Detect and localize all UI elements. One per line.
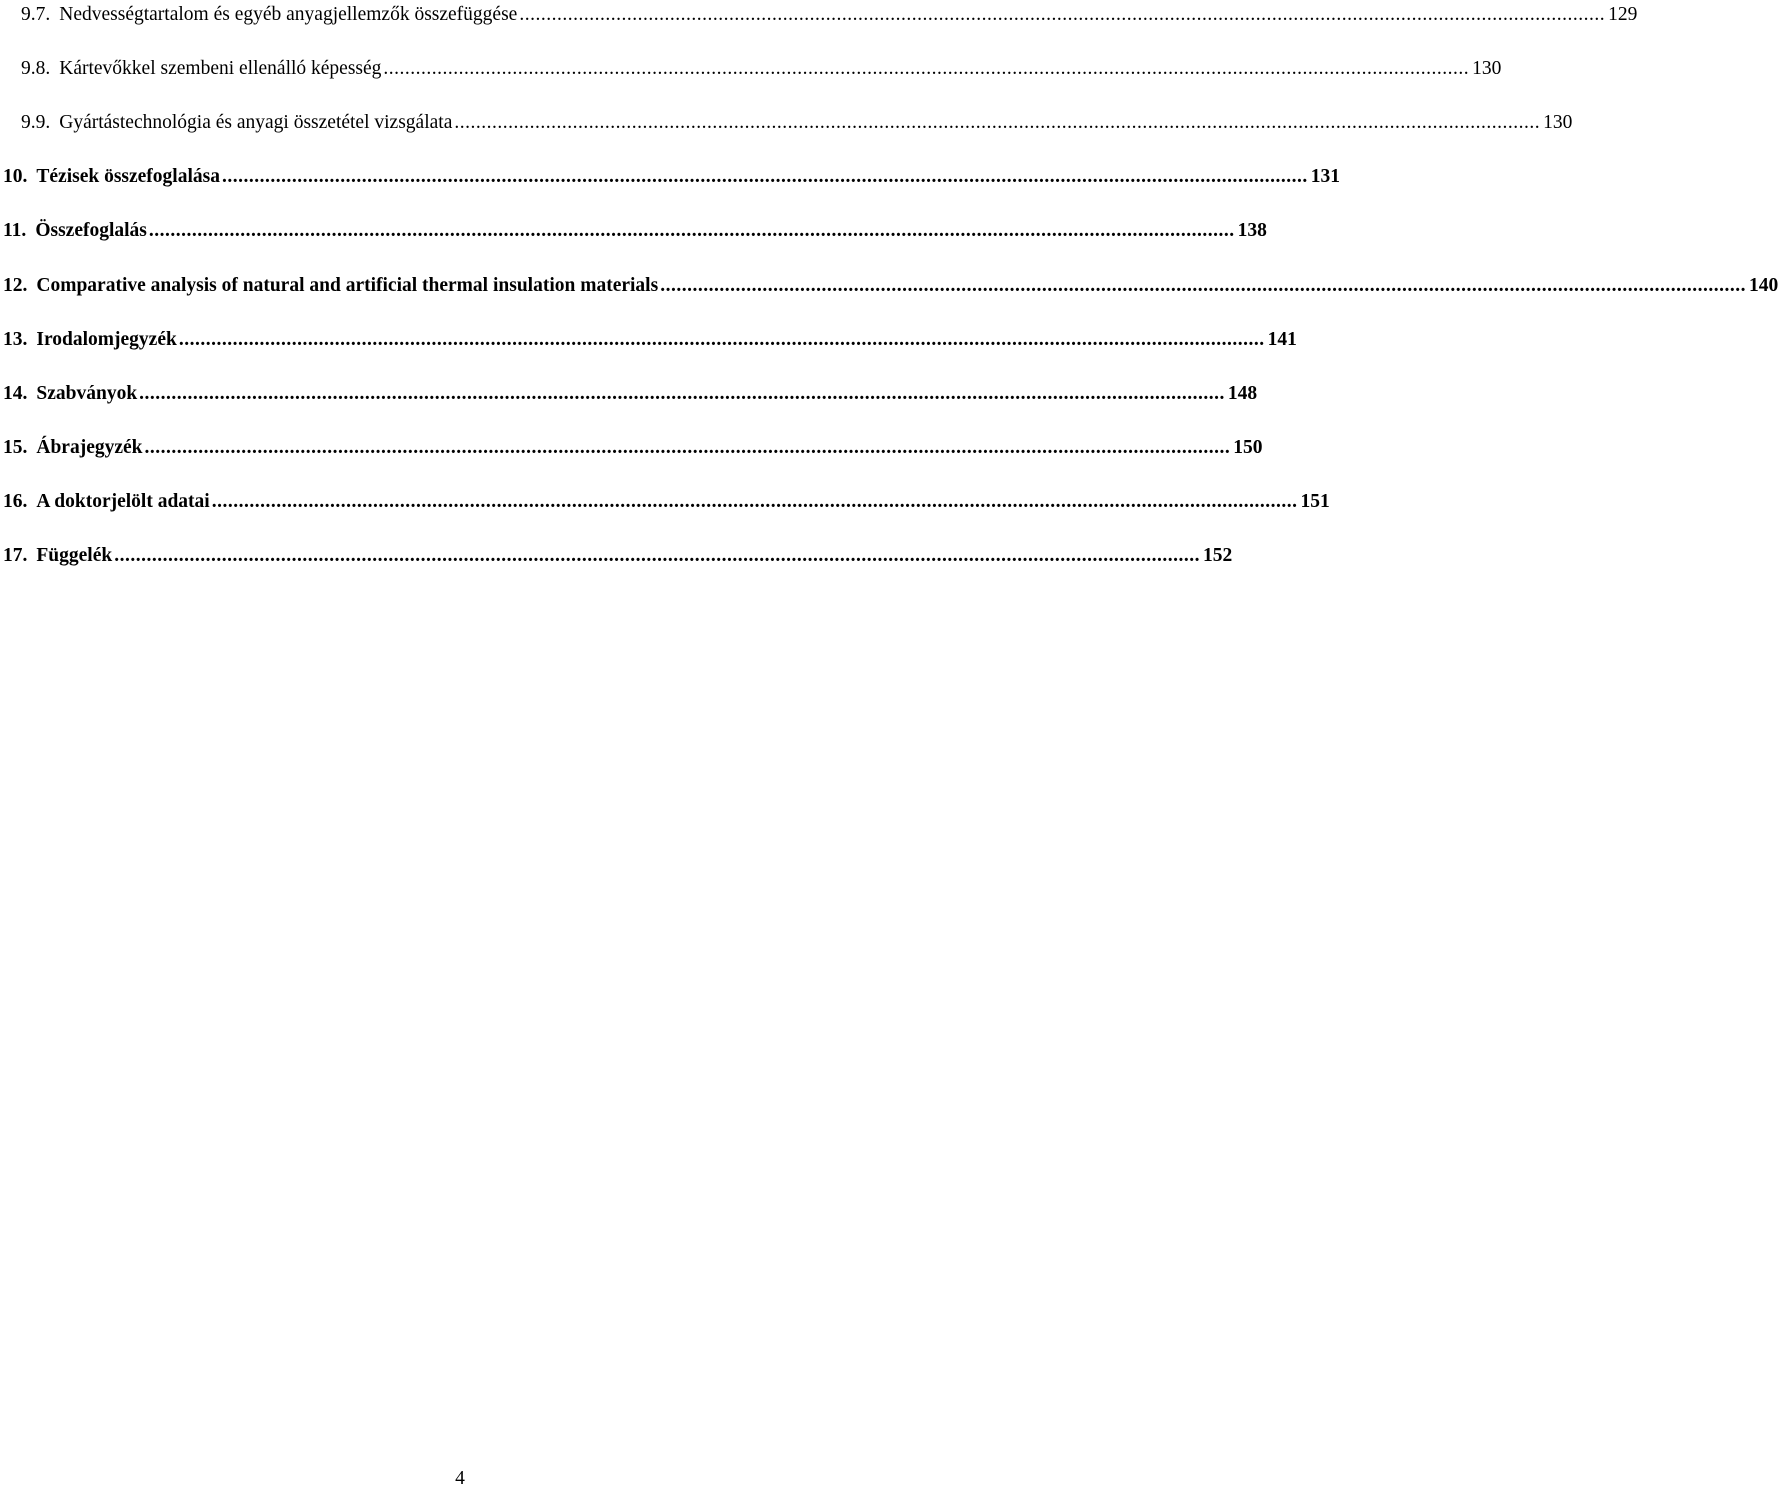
toc-entry-text: Szabványok: [36, 383, 138, 404]
toc-entry-number: 9.9.: [21, 112, 51, 133]
toc-entry-title: [3, 162, 220, 192]
toc-entry-text: Irodalomjegyzék: [36, 329, 177, 350]
dot-leader: ..........................................................................................................................................................................................................: [660, 275, 1746, 296]
toc-entry: [3, 487, 1330, 517]
toc-entry-text: Comparative analysis of natural and artificial thermal insulation materials: [36, 275, 659, 296]
dot-leader: ..........................................................................................................................................................................................................: [221, 166, 1308, 187]
dot-leader: ..........................................................................................................................................................................................................: [383, 58, 1470, 79]
toc-entry-number: 16.: [3, 491, 28, 512]
toc-entry-number: 14.: [3, 383, 28, 404]
toc-entry-number: 10.: [3, 166, 28, 187]
dot-leader: ..........................................................................................................................................................................................................: [139, 383, 1225, 404]
dot-leader: ..........................................................................................................................................................................................................: [178, 329, 1265, 350]
toc-entry-text: Ábrajegyzék: [36, 437, 143, 458]
toc-entry: [21, 0, 1638, 30]
toc-entry-number: 17.: [3, 545, 28, 566]
toc-entry-number: 9.8.: [21, 58, 51, 79]
toc-entry-text: A doktorjelölt adatai: [36, 491, 210, 512]
toc-entry-title: [3, 325, 177, 355]
toc-entry-page: 138: [1237, 220, 1267, 241]
toc-entry-page: 150: [1233, 437, 1263, 458]
toc-entry-page: 140: [1748, 275, 1778, 296]
toc-entry: [3, 379, 1258, 409]
toc-entry: [21, 54, 1502, 84]
toc-entry-title: [3, 487, 210, 517]
toc-entry-page: 131: [1310, 166, 1340, 187]
dot-leader: ..........................................................................................................................................................................................................: [114, 545, 1200, 566]
toc-entry-page: 141: [1267, 329, 1297, 350]
dot-leader: ..........................................................................................................................................................................................................: [519, 4, 1606, 25]
toc-entry-text: Tézisek összefoglalása: [36, 166, 220, 187]
dot-leader: ..........................................................................................................................................................................................................: [211, 491, 1298, 512]
toc-entry-title: [21, 54, 381, 84]
toc-entry: [3, 216, 1267, 246]
toc-entry-text: Összefoglalás: [35, 220, 147, 241]
toc-entry-title: [21, 108, 452, 138]
toc-entry-number: 9.7.: [21, 4, 51, 25]
dot-leader: ..........................................................................................................................................................................................................: [454, 112, 1541, 133]
toc-entry: [3, 271, 1778, 301]
toc-entry: [3, 541, 1233, 571]
toc-entry-title: [3, 271, 658, 301]
toc-entry-title: [21, 0, 517, 30]
toc-entry-page: 148: [1227, 383, 1258, 404]
toc-entry-number: 11.: [3, 220, 27, 241]
toc-entry-text: Függelék: [36, 545, 113, 566]
toc-entry-page: 129: [1608, 4, 1638, 25]
toc-entry-text: Kártevőkkel szembeni ellenálló képesség: [59, 58, 382, 79]
toc-entry-page: 151: [1300, 491, 1330, 512]
dot-leader: ..........................................................................................................................................................................................................: [148, 220, 1235, 241]
page-number: 4: [455, 1468, 465, 1489]
toc-entry: [3, 325, 1297, 355]
toc-entry-number: 13.: [3, 329, 28, 350]
toc-entry-number: 12.: [3, 275, 28, 296]
toc-entry-title: [3, 433, 143, 463]
toc-entry-number: 15.: [3, 437, 28, 458]
toc-entry-title: [3, 379, 137, 409]
toc-entry-page: 130: [1472, 58, 1502, 79]
toc-entry-text: Gyártástechnológia és anyagi összetétel vizsgálata: [59, 112, 453, 133]
toc-entry: [21, 108, 1573, 138]
toc-entry: [3, 433, 1263, 463]
toc-entry-title: [3, 216, 147, 246]
dot-leader: ..........................................................................................................................................................................................................: [144, 437, 1231, 458]
toc-entry-page: 152: [1202, 545, 1233, 566]
toc-entry-page: 130: [1543, 112, 1573, 133]
toc-entry-text: Nedvességtartalom és egyéb anyagjellemzők összefüggése: [59, 4, 518, 25]
toc-entry: [3, 162, 1340, 192]
toc-entry-title: [3, 541, 112, 571]
